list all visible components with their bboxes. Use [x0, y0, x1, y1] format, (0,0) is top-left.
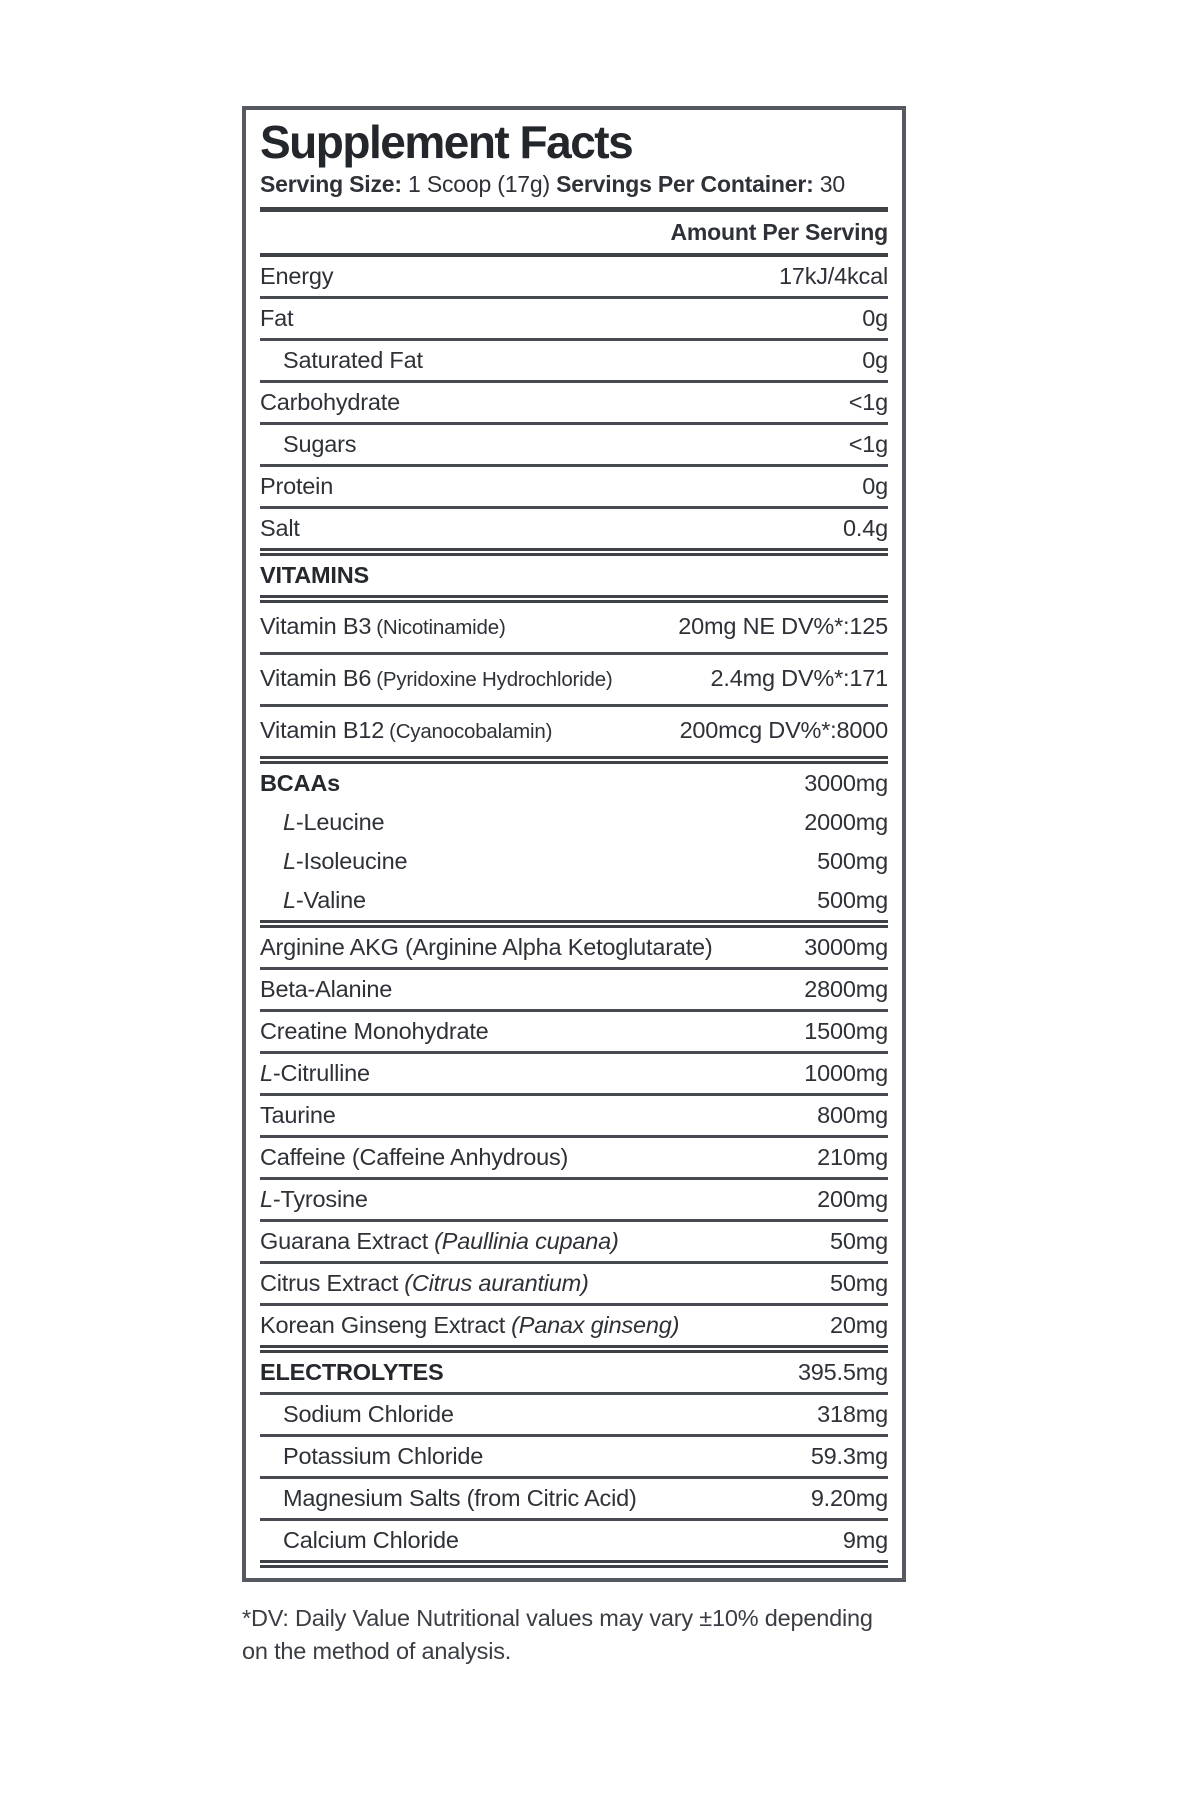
row-carbohydrate [260, 383, 888, 425]
ingredient-amount: 0g [862, 472, 888, 499]
dv-footnote-line2: on the method of analysis. [242, 1638, 512, 1665]
ingredient-name: Beta-Alanine [260, 975, 393, 1002]
row-vitamin-b12 [260, 707, 888, 764]
ingredient-amount: 0g [862, 304, 888, 331]
ingredient-amount: 1000mg [804, 1059, 888, 1086]
ingredient-amount: 395.5mg [797, 1358, 888, 1385]
ingredient-name: Caffeine (Caffeine Anhydrous) [260, 1143, 569, 1170]
row-l-leucine [260, 803, 888, 842]
ingredient-amount: 20mg [830, 1311, 888, 1338]
row-salt [260, 509, 888, 556]
row-vitamin-b6 [260, 655, 888, 707]
ingredient-name: L-Leucine [283, 808, 385, 835]
ingredient-name: Calcium Chloride [283, 1526, 459, 1553]
ingredient-name: Sodium Chloride [283, 1400, 454, 1427]
ingredient-name: L-Isoleucine [283, 847, 408, 874]
ingredient-amount: 318mg [817, 1400, 888, 1427]
ingredient-name: Fat [260, 304, 294, 331]
panel-title: Supplement Facts [260, 116, 633, 168]
ingredient-name: L-Tyrosine [260, 1185, 368, 1212]
row-saturated-fat [260, 341, 888, 383]
row-bcaas-header [260, 764, 888, 803]
row-beta-alanine [260, 970, 888, 1012]
ingredient-amount: <1g [848, 430, 888, 457]
ingredient-name: Energy [260, 262, 334, 289]
dv-footnote-line1: *DV: Daily Value Nutritional values may vary ±10% depending [242, 1604, 873, 1631]
ingredient-amount: 20mg NE DV%*:125 [678, 612, 888, 639]
ingredient-amount: 50mg [830, 1227, 888, 1254]
row-protein [260, 467, 888, 509]
ingredient-amount: 0.4g [843, 514, 888, 541]
ingredient-name: Salt [260, 514, 300, 541]
ingredient-name: Protein [260, 472, 334, 499]
ingredient-amount: 800mg [817, 1101, 888, 1128]
ingredient-amount: 3000mg [804, 769, 888, 796]
ingredient-name: Carbohydrate [260, 388, 400, 415]
row-l-tyrosine [260, 1180, 888, 1222]
ingredient-name: Saturated Fat [283, 346, 423, 373]
servings-per-container-value: 30 [819, 170, 845, 197]
ingredient-amount: 2000mg [804, 808, 888, 835]
ingredient-amount: 17kJ/4kcal [778, 262, 888, 289]
row-guarana-extract [260, 1222, 888, 1264]
row-sugars [260, 425, 888, 467]
row-sodium-chloride [260, 1395, 888, 1437]
ingredient-name: Korean Ginseng Extract (Panax ginseng) [260, 1311, 680, 1338]
ingredient-name: Vitamin B3 (Nicotinamide) [260, 612, 506, 639]
serving-size-value: 1 Scoop (17g) [408, 170, 550, 197]
row-arginine-akg [260, 928, 888, 970]
ingredient-amount: 50mg [830, 1269, 888, 1296]
ingredient-amount: 1500mg [804, 1017, 888, 1044]
ingredient-amount: 9.20mg [810, 1484, 888, 1511]
row-magnesium-salts [260, 1479, 888, 1521]
row-fat [260, 299, 888, 341]
ingredient-amount: 0g [862, 346, 888, 373]
ingredient-name: Guarana Extract (Paullinia cupana) [260, 1227, 619, 1254]
section-header: VITAMINS [260, 561, 369, 588]
ingredient-name: Vitamin B12 (Cyanocobalamin) [260, 716, 553, 743]
row-energy [260, 257, 888, 299]
ingredient-amount: 2.4mg DV%*:171 [710, 664, 888, 691]
ingredient-name: L-Citrulline [260, 1059, 370, 1086]
row-l-citrulline [260, 1054, 888, 1096]
row-taurine [260, 1096, 888, 1138]
row-caffeine [260, 1138, 888, 1180]
ingredient-amount: 9mg [842, 1526, 888, 1553]
row-citrus-extract [260, 1264, 888, 1306]
ingredient-amount: 59.3mg [810, 1442, 888, 1469]
row-l-valine [260, 881, 888, 928]
ingredient-name: Taurine [260, 1101, 336, 1128]
serving-size-label: Serving Size: [260, 170, 402, 197]
ingredient-amount: 200mcg DV%*:8000 [679, 716, 888, 743]
supplement-facts-panel [242, 106, 906, 1582]
ingredient-name: Sugars [283, 430, 357, 457]
row-vitamins-header [260, 556, 888, 603]
ingredient-name: Citrus Extract (Citrus aurantium) [260, 1269, 589, 1296]
servings-per-container-label: Servings Per Container: [556, 170, 814, 197]
ingredient-name: Vitamin B6 (Pyridoxine Hydrochloride) [260, 664, 613, 691]
ingredient-name: L-Valine [283, 886, 366, 913]
ingredient-name: Potassium Chloride [283, 1442, 484, 1469]
row-potassium-chloride [260, 1437, 888, 1479]
dv-footnote [242, 1602, 906, 1669]
row-creatine-monohydrate [260, 1012, 888, 1054]
row-vitamin-b3 [260, 603, 888, 655]
ingredient-amount: 3000mg [804, 933, 888, 960]
ingredient-amount: <1g [848, 388, 888, 415]
ingredient-name: Magnesium Salts (from Citric Acid) [283, 1484, 637, 1511]
ingredient-name: Creatine Monohydrate [260, 1017, 489, 1044]
amount-per-serving-header: Amount Per Serving [260, 207, 888, 257]
section-header: ELECTROLYTES [260, 1358, 444, 1385]
ingredient-name: Arginine AKG (Arginine Alpha Ketoglutarate) [260, 933, 713, 960]
serving-info [260, 171, 888, 207]
ingredient-amount: 500mg [817, 847, 888, 874]
ingredient-amount: 210mg [817, 1143, 888, 1170]
row-korean-ginseng-extract [260, 1306, 888, 1353]
row-l-isoleucine [260, 842, 888, 881]
row-calcium-chloride [260, 1521, 888, 1568]
supplement-facts-label [242, 106, 906, 1668]
ingredient-amount: 2800mg [804, 975, 888, 1002]
section-header: BCAAs [260, 769, 340, 796]
ingredient-amount: 200mg [817, 1185, 888, 1212]
row-electrolytes-header [260, 1353, 888, 1395]
ingredient-amount: 500mg [817, 886, 888, 913]
